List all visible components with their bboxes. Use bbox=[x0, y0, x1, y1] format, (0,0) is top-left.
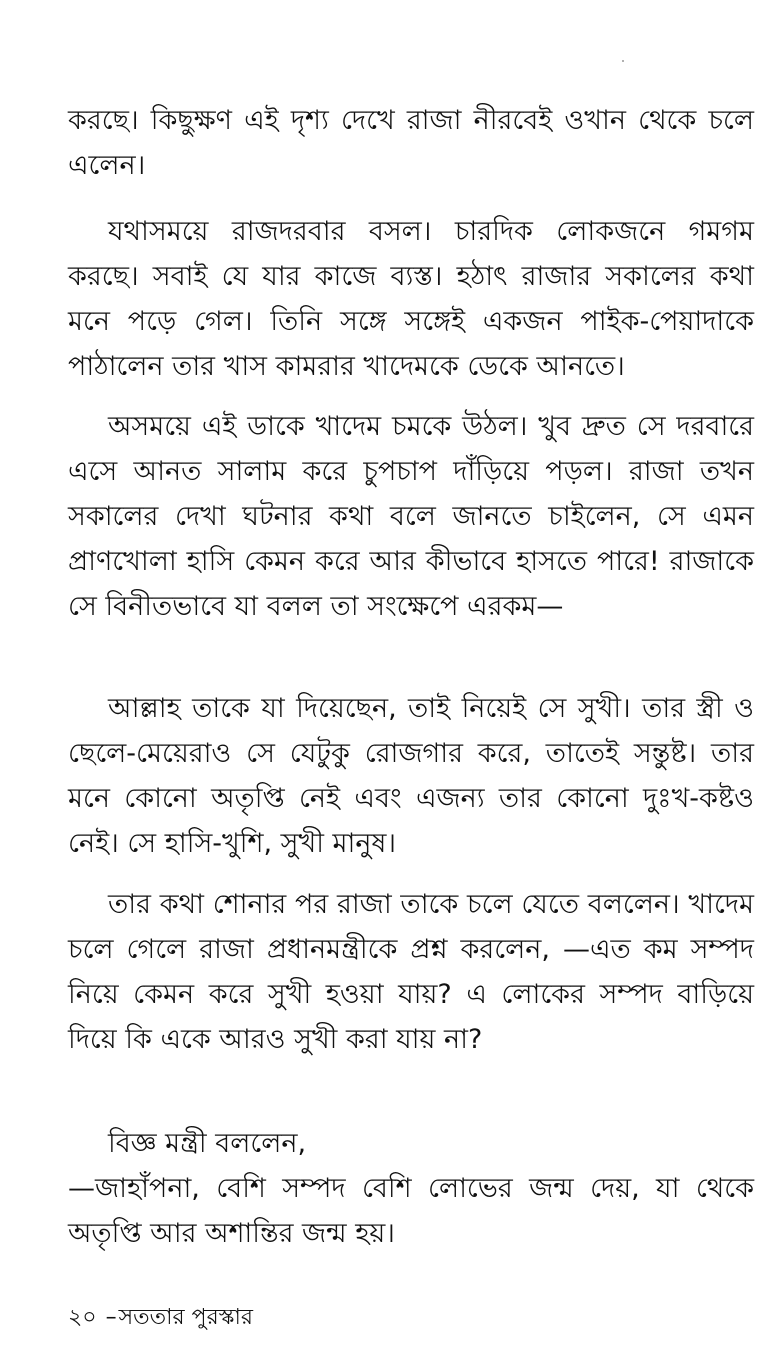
minister-intro-line: বিজ্ঞ মন্ত্রী বললেন, bbox=[108, 1128, 307, 1159]
paragraph-servant-summoned bbox=[68, 404, 754, 629]
paragraph-continuation bbox=[68, 98, 754, 188]
print-speck bbox=[622, 60, 624, 62]
paragraph-text: আল্লাহ তাকে যা দিয়েছেন, তাই নিয়েই সে সুখী। তার স্ত্রী ও ছেলে-মেয়েরাও সে যেটুকু রোজগার করে, তাতেই সন্তুষ্ট। তার মনে কোনো অতৃপ্তি নেই এবং এজন্য তার কোনো দুঃখ-কষ্টও নেই। সে হাসি-খুশি, সুখী মানুষ। bbox=[68, 693, 754, 859]
paragraph-royal-court bbox=[68, 209, 754, 389]
paragraph-king-question bbox=[68, 882, 754, 1062]
paragraph-text: তার কথা শোনার পর রাজা তাকে চলে যেতে বললেন। খাদেম চলে গেলে রাজা প্রধানমন্ত্রীকে প্রশ্ন করলেন, —এত কম সম্পদ নিয়ে কেমন করে সুখী হওয়া যায়? এ লোকের সম্পদ বাড়িয়ে দিয়ে কি একে আরও সুখী করা যায় না? bbox=[68, 889, 754, 1055]
paragraph-text: যথাসময়ে রাজদরবার বসল। চারদিক লোকজনে গমগম করছে। সবাই যে যার কাজে ব্যস্ত। হঠাৎ রাজার সকালের কথা মনে পড়ে গেল। তিনি সঙ্গে সঙ্গেই একজন পাইক-পেয়াদাকে পাঠালেন তার খাস কামরার খাদেমকে ডেকে আনতে। bbox=[68, 216, 754, 382]
book-title: সততার পুরস্কার bbox=[118, 1305, 253, 1330]
paragraph-servant-answer bbox=[68, 686, 754, 866]
page-footer bbox=[68, 1300, 253, 1337]
paragraph-text: করছে। কিছুক্ষণ এই দৃশ্য দেখে রাজা নীরবেই ওখান থেকে চলে এলেন। bbox=[68, 105, 754, 181]
paragraph-text: অসময়ে এই ডাকে খাদেম চমকে উঠল। খুব দ্রুত সে দরবারে এসে আনত সালাম করে চুপচাপ দাঁড়িয়ে পড়ল। রাজা তখন সকালের দেখা ঘটনার কথা বলে জানতে চাইলেন, সে এমন প্রাণখোলা হাসি কেমন করে আর কীভাবে হাসতে পারে! রাজাকে সে বিনীতভাবে যা বলল তা সংক্ষেপে এরকম— bbox=[68, 411, 754, 622]
paragraph-minister-reply bbox=[68, 1121, 754, 1256]
footer-separator: – bbox=[105, 1305, 117, 1330]
page-number: ২০ bbox=[68, 1305, 97, 1330]
minister-reply-line: —জাহাঁপনা, বেশি সম্পদ বেশি লোভের জন্ম দেয়, যা থেকে অতৃপ্তি আর অশান্তির জন্ম হয়। bbox=[68, 1173, 754, 1249]
